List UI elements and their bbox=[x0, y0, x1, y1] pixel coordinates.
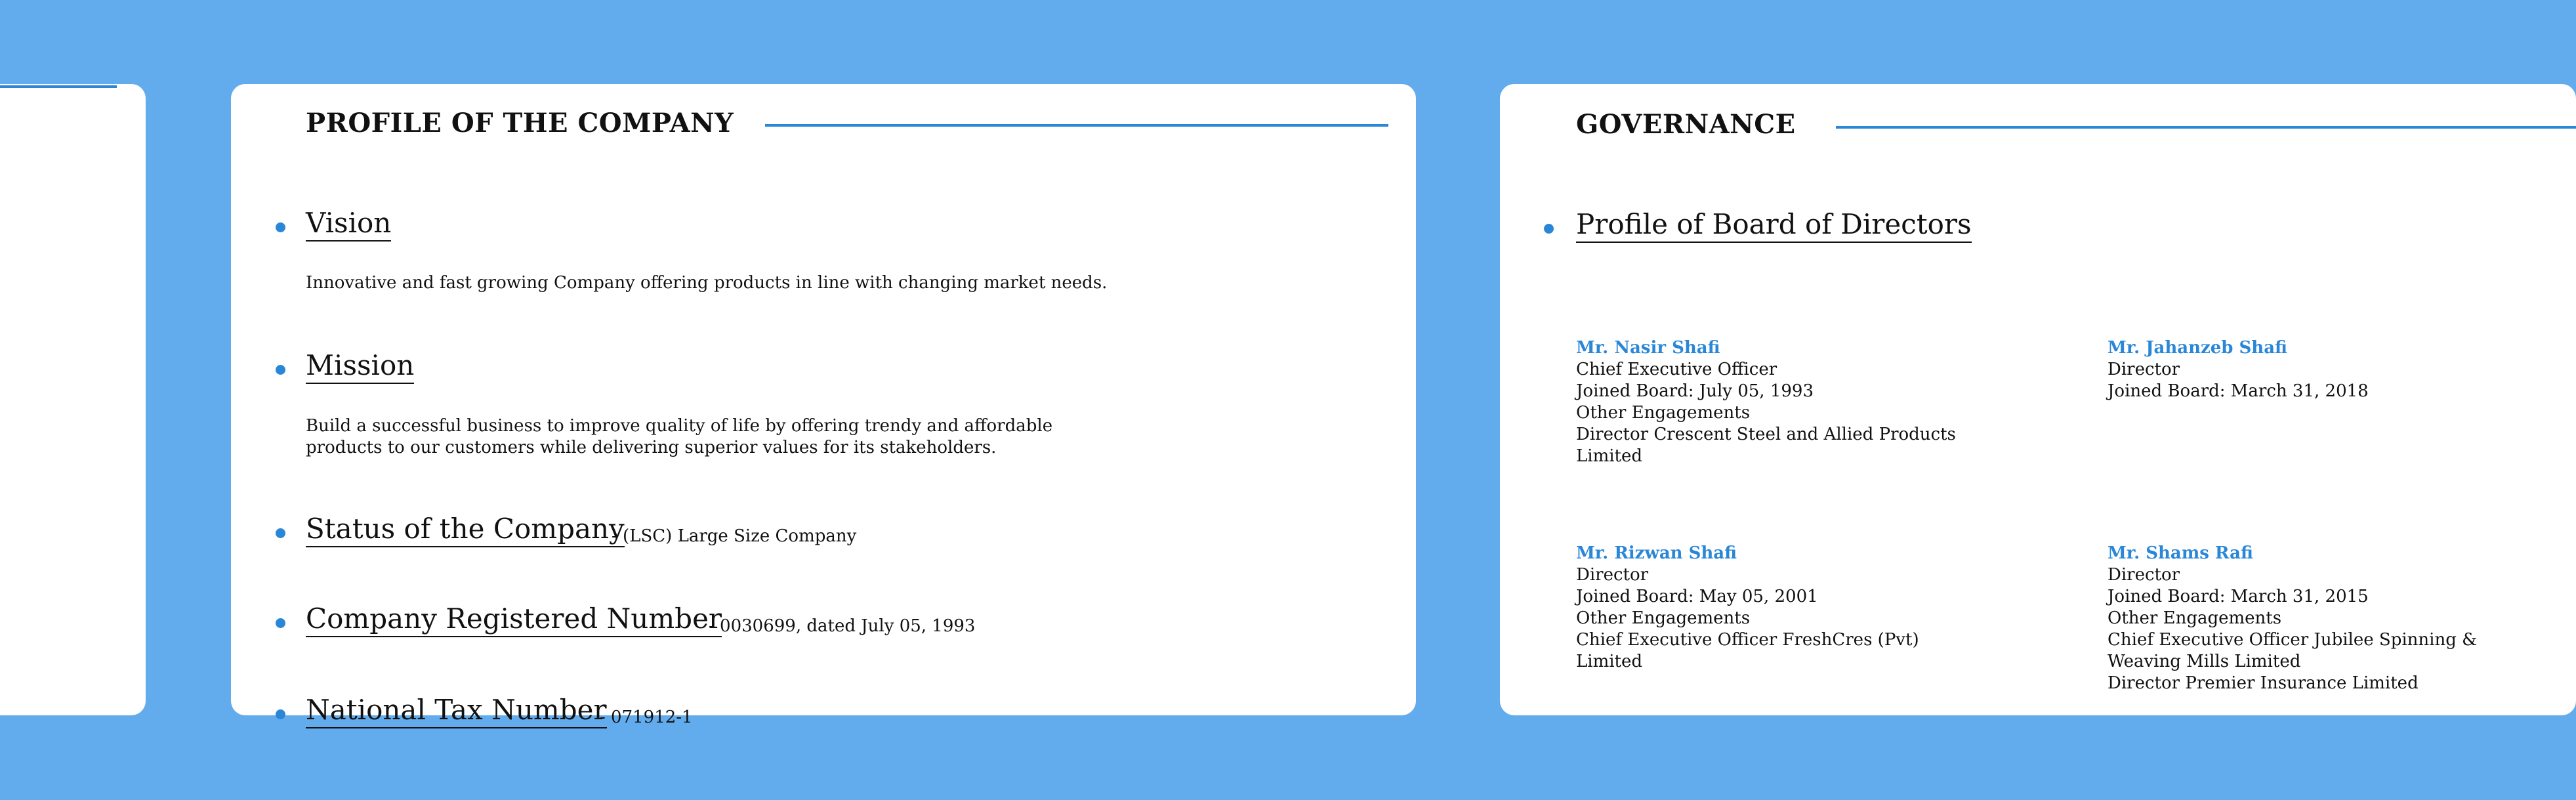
governance-title: GOVERNANCE bbox=[1576, 109, 1796, 140]
director-line: Director bbox=[1576, 565, 1649, 585]
tax-note: - 071912-1 bbox=[600, 707, 693, 727]
director-name: Mr. Shams Rafi bbox=[2108, 543, 2253, 563]
director-line: Chief Executive Officer FreshCres (Pvt) bbox=[1576, 630, 1919, 650]
director-card bbox=[2108, 337, 2369, 402]
director-line: Limited bbox=[1576, 652, 1643, 671]
registered-heading: Company Registered Number bbox=[306, 603, 722, 637]
bullet-icon bbox=[276, 709, 285, 719]
director-line: Director Premier Insurance Limited bbox=[2108, 673, 2419, 693]
governance-slide-card[interactable] bbox=[1500, 84, 2576, 715]
mission-line: products to our customers while delivering superior values for its stakeholders. bbox=[306, 438, 997, 457]
director-card bbox=[1576, 543, 1919, 673]
mission-text bbox=[306, 415, 1052, 459]
profile-slide-card[interactable] bbox=[231, 84, 1416, 727]
director-line: Chief Executive Officer bbox=[1576, 360, 1777, 379]
director-line: Other Engagements bbox=[2108, 608, 2282, 628]
vision-text: Innovative and fast growing Company offering products in line with changing market needs. bbox=[306, 273, 1108, 293]
bullet-icon bbox=[276, 222, 285, 232]
board-heading: Profile of Board of Directors bbox=[1576, 209, 1972, 243]
title-rule bbox=[765, 124, 1388, 127]
bullet-icon bbox=[1544, 224, 1554, 234]
director-line: Weaving Mills Limited bbox=[2108, 652, 2301, 671]
director-name: Mr. Rizwan Shafi bbox=[1576, 543, 1737, 563]
mission-line: Build a successful business to improve quality of life by offering trendy and affordable bbox=[306, 416, 1053, 436]
director-name: Mr. Jahanzeb Shafi bbox=[2108, 338, 2287, 358]
registered-note: - 0030699, dated July 05, 1993 bbox=[709, 616, 976, 636]
director-card bbox=[2108, 543, 2477, 694]
vision-heading: Vision bbox=[306, 207, 391, 242]
status-heading: Status of the Company bbox=[306, 513, 625, 547]
director-line: Other Engagements bbox=[1576, 403, 1751, 423]
director-line: Joined Board: March 31, 2015 bbox=[2108, 587, 2369, 606]
director-line: Joined Board: May 05, 2001 bbox=[1576, 587, 1818, 606]
bullet-icon bbox=[276, 528, 285, 538]
director-line: Joined Board: March 31, 2018 bbox=[2108, 381, 2369, 401]
mission-heading: Mission bbox=[306, 350, 414, 384]
previous-slide-card[interactable] bbox=[0, 84, 146, 715]
title-rule bbox=[1836, 126, 2576, 129]
director-name: Mr. Nasir Shafi bbox=[1576, 338, 1720, 358]
director-line: Limited bbox=[1576, 446, 1643, 466]
director-line: Director bbox=[2108, 565, 2180, 585]
director-line: Director bbox=[2108, 360, 2180, 379]
director-line: Director Crescent Steel and Allied Products bbox=[1576, 425, 1956, 444]
director-card bbox=[1576, 337, 1956, 467]
tax-heading: National Tax Number bbox=[306, 694, 607, 728]
director-line: Joined Board: July 05, 1993 bbox=[1576, 381, 1814, 401]
title-rule bbox=[0, 85, 117, 88]
status-note: - (LSC) Large Size Company bbox=[612, 526, 857, 546]
profile-title: PROFILE OF THE COMPANY bbox=[306, 108, 734, 138]
bullet-icon bbox=[276, 618, 285, 628]
bullet-icon bbox=[276, 365, 285, 375]
director-line: Chief Executive Officer Jubilee Spinning & bbox=[2108, 630, 2478, 650]
director-line: Other Engagements bbox=[1576, 608, 1751, 628]
